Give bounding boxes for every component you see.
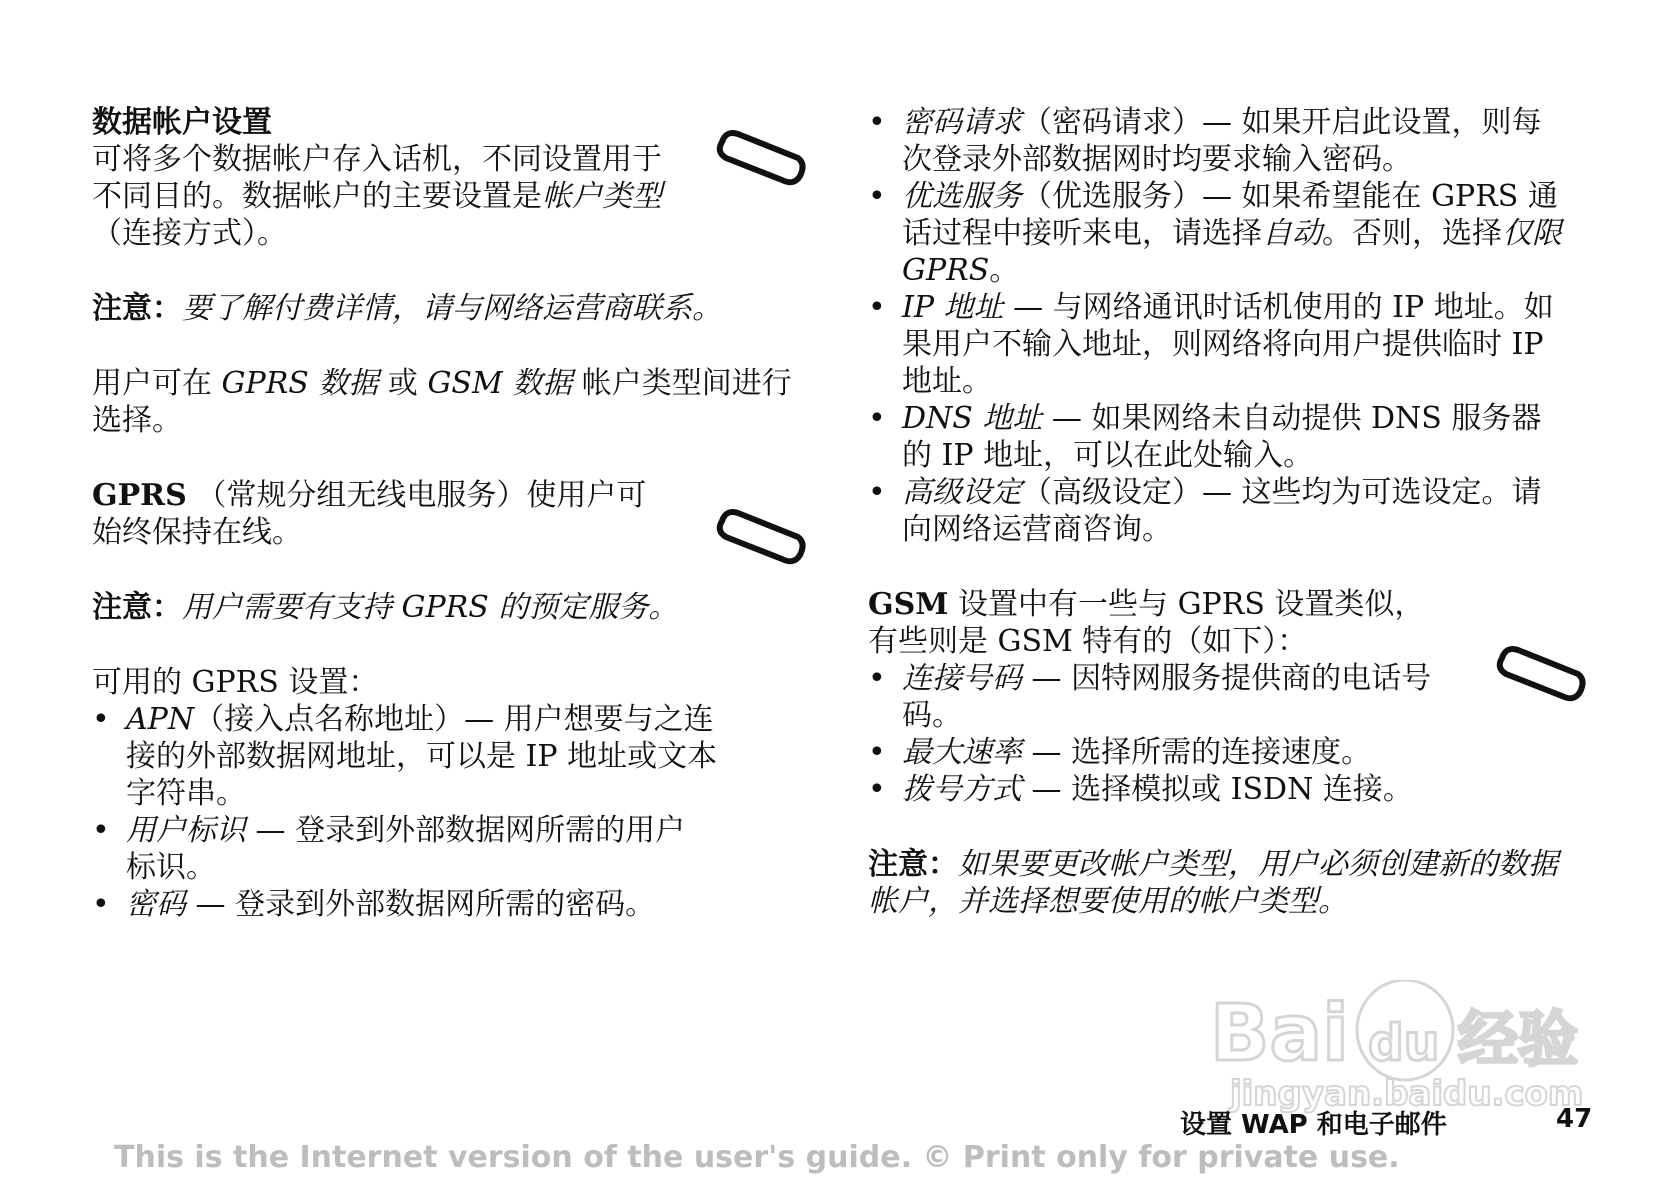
note-label: 注意： bbox=[92, 590, 182, 625]
account-type-paragraph bbox=[92, 365, 812, 439]
item-term: IP 地址 bbox=[902, 290, 1004, 325]
account-type-term: 帐户类型 bbox=[542, 179, 662, 214]
svg-text:du: du bbox=[1368, 1014, 1440, 1072]
list-item bbox=[868, 734, 1448, 771]
note-billing bbox=[92, 290, 812, 327]
item-term: 密码请求 bbox=[902, 105, 1022, 140]
note-gprs bbox=[92, 589, 812, 626]
list-item bbox=[92, 886, 742, 923]
item-term: 高级设定 bbox=[902, 475, 1022, 510]
settings-intro: 可用的 GPRS 设置： bbox=[92, 665, 379, 700]
phone-icon bbox=[712, 124, 808, 188]
item-term: 连接号码 bbox=[902, 661, 1022, 696]
item-text: — 因特网服务提供商的电话号码。 bbox=[902, 661, 1432, 733]
note-text: 要了解付费详情，请与网络运营商联系。 bbox=[182, 291, 722, 326]
item-text: — 选择模拟或 ISDN 连接。 bbox=[1022, 772, 1413, 807]
gsm-text: 设置中有一些与 GPRS 设置类似，有些则是 GSM 特有的（如下）： bbox=[868, 587, 1425, 659]
gsm-data-term: GSM 数据 bbox=[427, 366, 573, 401]
intro-text-end: （连接方式）。 bbox=[92, 216, 287, 251]
item-text: （优选服务）— 如果希望能在 GPRS 通话过程中接听来电，请选择 bbox=[902, 179, 1558, 251]
item-text: — 登录到外部数据网所需的密码。 bbox=[186, 887, 656, 922]
note-text: 如果要更改帐户类型，用户必须创建新的数据帐户，并选择想要使用的帐户类型。 bbox=[868, 847, 1558, 919]
item-term: 最大速率 bbox=[902, 735, 1022, 770]
item-text: — 与网络通讯时话机使用的 IP 地址。如果用户不输入地址，则网络将向用户提供临时 IP 地址。 bbox=[902, 290, 1554, 399]
phone-icon bbox=[1492, 640, 1588, 704]
para-text: 帐户类型间进行选择。 bbox=[92, 366, 792, 438]
intro-paragraph bbox=[92, 141, 672, 252]
list-item bbox=[868, 474, 1568, 548]
list-item bbox=[868, 660, 1448, 734]
item-text: 。否则，选择 bbox=[1322, 216, 1502, 251]
svg-text:Bai: Bai bbox=[1210, 989, 1349, 1079]
gsm-term: GSM bbox=[868, 587, 949, 622]
intro-text: 可将多个数据帐户存入话机，不同设置用于不同目的。数据帐户的主要设置是 bbox=[92, 142, 662, 214]
list-item bbox=[868, 289, 1568, 400]
gsm-settings-list bbox=[868, 660, 1448, 808]
list-item bbox=[868, 771, 1448, 808]
note-label: 注意： bbox=[868, 847, 958, 882]
item-term: 密码 bbox=[126, 887, 186, 922]
page-number: 47 bbox=[1556, 1104, 1593, 1134]
note-text: 用户需要有支持 GPRS 的预定服务。 bbox=[182, 590, 679, 625]
item-text: — 登录到外部数据网所需的用户标识。 bbox=[126, 813, 686, 885]
note-label: 注意： bbox=[92, 291, 182, 326]
item-term: APN bbox=[126, 702, 195, 737]
item-text: （密码请求）— 如果开启此设置，则每次登录外部数据网时均要求输入密码。 bbox=[902, 105, 1542, 177]
list-item bbox=[92, 701, 742, 812]
item-text: 。 bbox=[989, 253, 1020, 288]
gprs-data-term: GPRS 数据 bbox=[221, 366, 379, 401]
gprs-term: GPRS bbox=[92, 478, 187, 513]
para-text: 用户可在 bbox=[92, 366, 212, 401]
section-heading: 数据帐户设置 bbox=[92, 105, 272, 140]
item-text: （接入点名称地址）— 用户想要与之连接的外部数据网地址，可以是 IP 地址或文本字符串。 bbox=[126, 702, 718, 811]
gprs-settings-list-continued bbox=[868, 104, 1568, 548]
list-item bbox=[868, 400, 1568, 474]
gprs-paragraph bbox=[92, 477, 672, 551]
svg-text:经验: 经验 bbox=[1458, 1005, 1578, 1075]
left-column bbox=[92, 104, 812, 923]
footer-section-title: 设置 WAP 和电子邮件 bbox=[1180, 1110, 1447, 1140]
para-text: 或 bbox=[387, 366, 418, 401]
phone-icon bbox=[712, 503, 808, 567]
note-change-account bbox=[868, 846, 1568, 920]
gsm-section bbox=[868, 586, 1448, 808]
item-term: DNS 地址 bbox=[902, 401, 1043, 436]
list-item bbox=[868, 104, 1568, 178]
list-item bbox=[868, 178, 1568, 289]
disclaimer: This is the Internet version of the user's guide. © Print only for private use. bbox=[114, 1140, 1400, 1175]
item-term: 自动 bbox=[1262, 216, 1322, 251]
item-text: — 选择所需的连接速度。 bbox=[1022, 735, 1372, 770]
svg-text:jingyan.baidu.com: jingyan.baidu.com bbox=[1230, 1074, 1584, 1114]
item-term: 优选服务 bbox=[902, 179, 1022, 214]
data-account-section bbox=[92, 104, 672, 252]
gsm-paragraph bbox=[868, 586, 1448, 660]
gprs-settings bbox=[92, 664, 812, 923]
item-term: 用户标识 bbox=[126, 813, 246, 848]
list-item bbox=[92, 812, 696, 886]
item-text: （高级设定）— 这些均为可选设定。请向网络运营商咨询。 bbox=[902, 475, 1542, 547]
item-term: 拨号方式 bbox=[902, 772, 1022, 807]
item-term: 仅限 GPRS bbox=[902, 216, 1562, 288]
right-column bbox=[868, 104, 1568, 920]
gprs-settings-list bbox=[92, 701, 742, 923]
gprs-text: （常规分组无线电服务）使用户可始终保持在线。 bbox=[92, 478, 647, 550]
item-text: — 如果网络未自动提供 DNS 服务器的 IP 地址，可以在此处输入。 bbox=[902, 401, 1542, 473]
